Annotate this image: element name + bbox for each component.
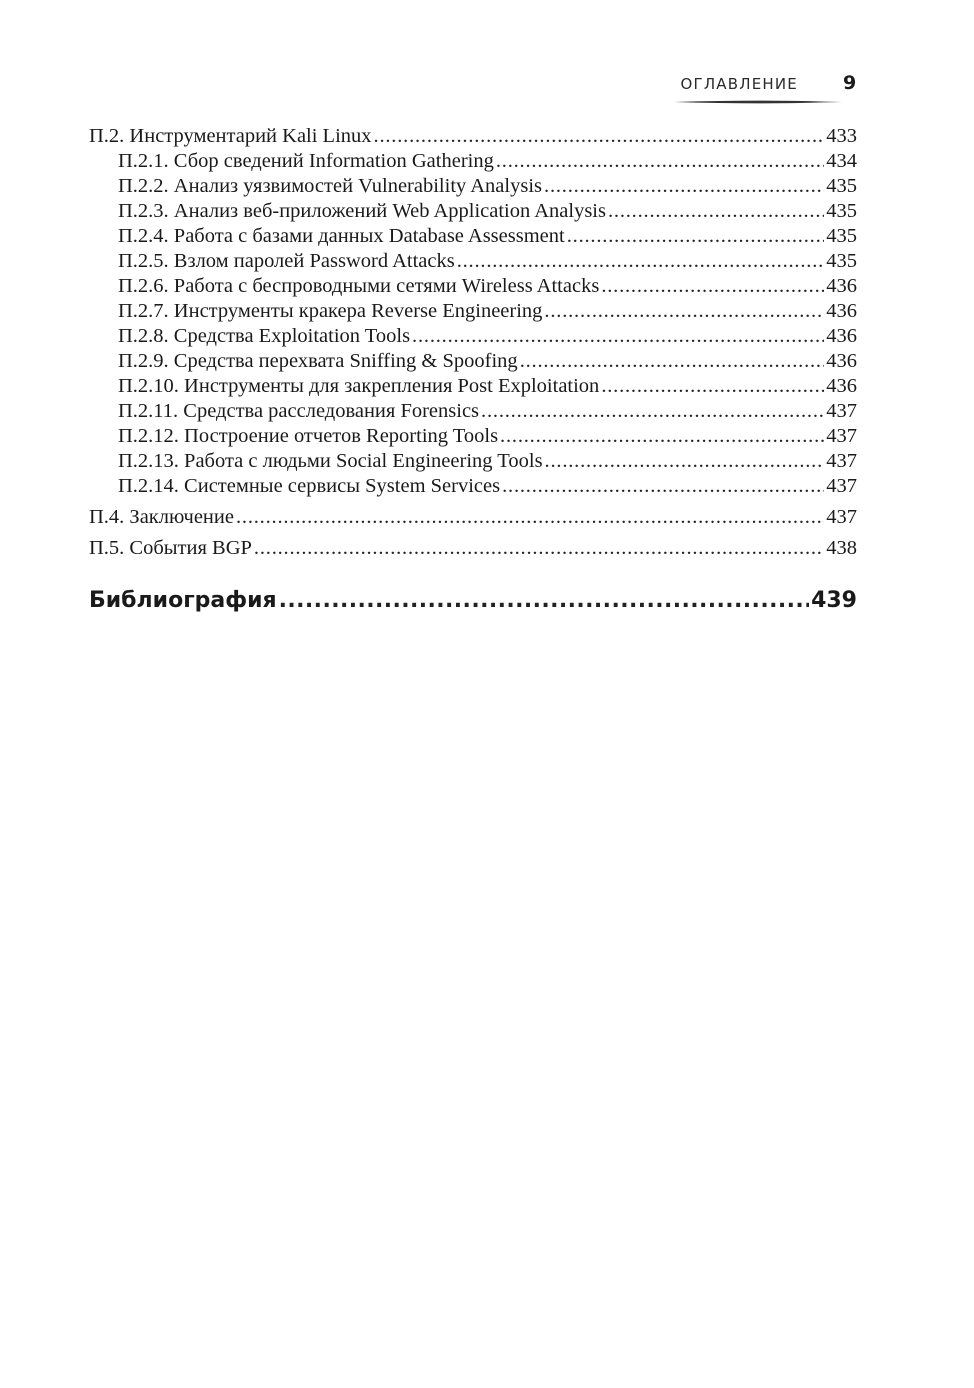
toc-entry-page: 435 <box>826 250 857 272</box>
toc-entry-p2-4[interactable] <box>118 224 857 249</box>
toc-entry-p2-11[interactable] <box>118 399 857 424</box>
toc-entry-page: 437 <box>826 475 857 497</box>
dot-leader <box>254 536 824 561</box>
dot-leader <box>520 349 825 374</box>
toc-entry-page: 436 <box>826 275 857 297</box>
toc-entry-page: 437 <box>826 425 857 447</box>
toc-entry-page: 435 <box>826 200 857 222</box>
toc-entry-label: П.2.1. Сбор сведений Information Gathering <box>118 150 494 172</box>
toc-entry-bibliography[interactable] <box>89 586 857 616</box>
dot-leader <box>374 124 825 149</box>
toc-entry-p2-13[interactable] <box>118 449 857 474</box>
toc-entry-page: 436 <box>826 325 857 347</box>
toc-entry-page: 436 <box>826 300 857 322</box>
toc-entry-p2[interactable] <box>89 124 857 149</box>
dot-leader <box>544 174 824 199</box>
toc-entry-label: П.2. Инструментарий Kali Linux <box>89 125 372 147</box>
dot-leader <box>457 249 825 274</box>
dot-leader <box>279 586 809 616</box>
toc-entry-p2-14[interactable] <box>118 474 857 499</box>
toc-entry-label: П.2.4. Работа с базами данных Database Assessment <box>118 225 565 247</box>
toc-entry-label: П.2.6. Работа с беспроводными сетями Wireless Attacks <box>118 275 600 297</box>
toc-entry-label: П.2.9. Средства перехвата Sniffing & Spoofing <box>118 350 518 372</box>
page-number: 9 <box>843 72 857 94</box>
toc-entry-p2-3[interactable] <box>118 199 857 224</box>
toc-entry-p4[interactable] <box>89 505 857 530</box>
dot-leader <box>236 505 824 530</box>
toc-entry-label: П.4. Заключение <box>89 506 234 528</box>
toc-entry-p2-7[interactable] <box>118 299 857 324</box>
toc-entry-label: П.2.8. Средства Exploitation Tools <box>118 325 411 347</box>
toc-entry-p2-10[interactable] <box>118 374 857 399</box>
toc-entry-label: П.5. События BGP <box>89 537 252 559</box>
toc-entry-p2-12[interactable] <box>118 424 857 449</box>
toc-entry-page: 437 <box>826 400 857 422</box>
toc-entry-label: П.2.10. Инструменты для закрепления Post Exploitation <box>118 375 600 397</box>
toc-entry-page: 436 <box>826 375 857 397</box>
toc-entry-p2-1[interactable] <box>118 149 857 174</box>
dot-leader <box>481 399 824 424</box>
toc-entry-p2-5[interactable] <box>118 249 857 274</box>
toc-entry-p2-9[interactable] <box>118 349 857 374</box>
toc-entry-label: П.2.14. Системные сервисы System Services <box>118 475 501 497</box>
toc-entry-page: 437 <box>826 506 857 528</box>
dot-leader <box>601 274 824 299</box>
toc-entry-page: 434 <box>826 150 857 172</box>
dot-leader <box>545 449 825 474</box>
toc-entry-p2-6[interactable] <box>118 274 857 299</box>
dot-leader <box>544 299 824 324</box>
toc-entry-page: 436 <box>826 350 857 372</box>
toc-entry-label: П.2.3. Анализ веб-приложений Web Application Analysis <box>118 200 606 222</box>
toc-entry-label: П.2.2. Анализ уязвимостей Vulnerability Analysis <box>118 175 543 197</box>
toc-entry-label: П.2.12. Построение отчетов Reporting Tools <box>118 425 499 447</box>
dot-leader <box>608 199 824 224</box>
toc-entry-p2-8[interactable] <box>118 324 857 349</box>
toc-entry-page: 435 <box>826 225 857 247</box>
dot-leader <box>502 474 824 499</box>
dot-leader <box>496 149 824 174</box>
toc-entry-label: П.2.13. Работа с людьми Social Engineering Tools <box>118 450 543 472</box>
dot-leader <box>500 424 824 449</box>
toc-entry-p5[interactable] <box>89 536 857 561</box>
running-header <box>0 70 974 110</box>
toc-entry-page: 433 <box>826 125 857 147</box>
toc-entry-label: П.2.7. Инструменты кракера Reverse Engineering <box>118 300 543 322</box>
toc-entry-p2-2[interactable] <box>118 174 857 199</box>
toc-entry-page: 435 <box>826 175 857 197</box>
dot-leader <box>567 224 825 249</box>
header-rule <box>674 99 842 105</box>
toc-entry-label: П.2.5. Взлом паролей Password Attacks <box>118 250 455 272</box>
toc-entry-page: 439 <box>811 588 857 613</box>
toc-entry-label: Библиография <box>89 588 277 613</box>
toc-entry-page: 438 <box>826 537 857 559</box>
toc-entry-label: П.2.11. Средства расследования Forensics <box>118 400 480 422</box>
dot-leader <box>412 324 824 349</box>
running-header-title: ОГЛАВЛЕНИЕ <box>680 75 798 93</box>
dot-leader <box>601 374 824 399</box>
toc-entry-page: 437 <box>826 450 857 472</box>
